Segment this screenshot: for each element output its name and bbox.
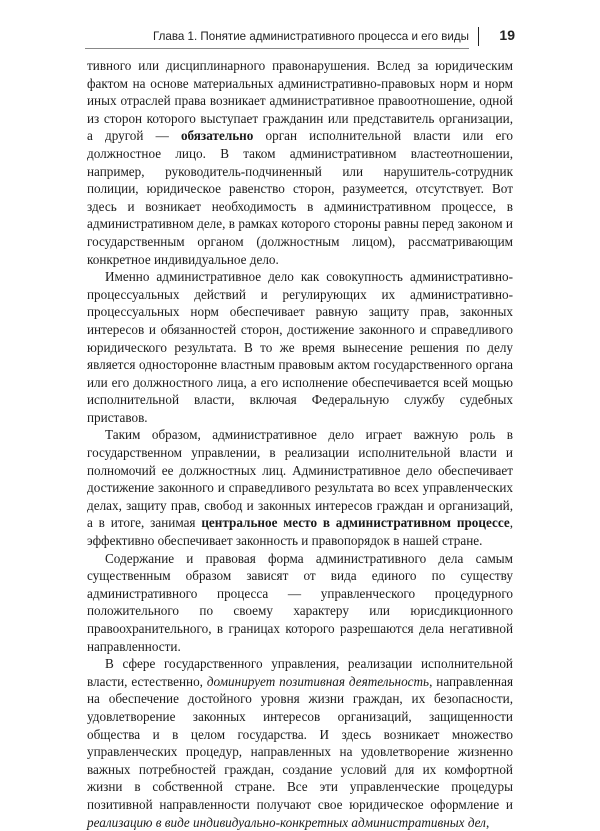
header-rule	[85, 48, 469, 49]
paragraph	[87, 57, 513, 268]
text-run: тивного или дисциплинарного правонарушения. Вслед за юридическим фактом на основе материальных административно-правовых норм и норм иных отраслей права возникает административное правоотношение, одной из сторон которого выступает гражданин или представитель организации, а другой —	[87, 58, 513, 144]
italic-emphasis: доминирует позитивная деятельность	[206, 673, 430, 689]
text-run: Таким образом, административное дело играет важную роль в государственном управлении, в реализации исполнительной власти и полномочий ее должностных лиц. Административное дело обеспечивает достижение законного и справедливого результата во всех управленческих делах, защиту прав, свобод и законных интересов граждан и организаций, а в итоге, занимая	[87, 427, 513, 531]
bold-emphasis: центральное место в административном процессе	[201, 515, 510, 531]
paragraph	[87, 268, 513, 426]
text-run: ,	[485, 814, 490, 830]
text-run: орган исполнительной власти или его должностное лицо. В таком административном властеотношении, например, руководитель-подчиненный или нарушитель-сотрудник полиции, юридическое равенство сторон, разумеется, отсутствует. Вот здесь и возникает необходимость в административном процессе, в административном деле, в рамках которого стороны равны перед законом и государственным органом (должностным лицом), рассматривающим конкретное индивидуальное дело.	[87, 128, 513, 267]
text-run: Содержание и правовая форма административного дела самым существенным образом зависят от вида единого по существу административного процесса — управленческого процедурного положительного по своему характеру или юрисдикционного правоохранительного, в границах которого разрешаются дела негативной направленности.	[87, 550, 513, 654]
running-header	[85, 26, 515, 50]
paragraph	[87, 550, 513, 656]
text-run: , эффективно обеспечивает законность и правопорядок в нашей стране.	[87, 515, 514, 549]
chapter-title: Глава 1. Понятие административного процесса и его виды	[153, 30, 469, 43]
header-separator	[478, 27, 479, 46]
paragraph	[87, 655, 513, 831]
text-run: В сфере государственного управления, реализации исполнительной власти, естественно,	[87, 656, 513, 689]
paragraph	[87, 426, 513, 549]
body-text	[87, 57, 513, 831]
bold-emphasis: обязательно	[180, 128, 254, 144]
page-number: 19	[499, 27, 515, 43]
italic-emphasis: реализацию в виде индивидуально-конкретных административных дел	[87, 814, 486, 830]
text-run: Именно административное дело как совокупность административно-процессуальных действий и регулирующих их административно-процессуальных норм обеспечивает равную защиту прав, законных интересов и обязанностей сторон, достижение законного и справедливого юридического результата. В то же время вынесение решения по делу является односторонне властным правовым актом государственного органа или его должностного лица, а его исполнение обеспечивается всей мощью исполнительной власти, включая Федеральную службу судебных приставов.	[87, 269, 513, 425]
text-run: , направленная на обеспечение достойного уровня жизни граждан, их безопасности, удовлетворение законных интересов организаций, защищенности общества и в целом государства. И здесь возникает множество управленческих процедур, направленных на удовлетворение жизненно важных потребностей граждан, создание условий для их комфортной жизни в собственной стране. Все эти управленческие процедуры позитивной направленности получают свое юридическое оформление и	[87, 673, 514, 812]
